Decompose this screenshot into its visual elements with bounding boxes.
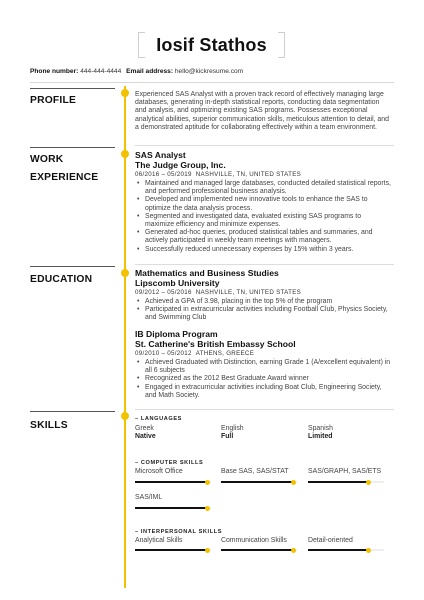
education-location: ATHENS, GREECE (195, 350, 255, 357)
list-item: • Maintained and managed large databases, conducted detailed statistical reports, and performed professional business analysis. (135, 180, 392, 196)
skills-heading-rule (30, 411, 115, 412)
education-meta (135, 350, 392, 358)
languages-label: – LANGUAGES (135, 416, 183, 422)
skill-level-knob (205, 480, 210, 485)
header-divider (30, 82, 394, 83)
timeline-dot-skills (121, 412, 129, 420)
email-value: hello@kickresume.com (174, 68, 244, 75)
list-item: • Generated ad-hoc queries, produced statistical tables and summaries, and actively participated in weekly team meetings with managers. (135, 229, 392, 245)
list-item: • Segmented and investigated data, evaluated existing SAS programs to maximize efficiency and minimize expenses. (135, 213, 392, 229)
timeline-dot-education (121, 269, 129, 277)
computer-skill-item (135, 494, 211, 502)
skill-level-fill (221, 549, 293, 551)
timeline-dot-profile (121, 89, 129, 97)
skill-level-knob (205, 506, 210, 511)
education-heading-rule (30, 266, 115, 267)
profile-section (135, 91, 392, 132)
computer-skills-label: – COMPUTER SKILLS (135, 460, 204, 466)
phone-value: 444-444-4444 (80, 68, 122, 75)
education-bullets (135, 359, 392, 400)
degree-title: IB Diploma Program (135, 329, 218, 339)
language-name: Spanish (308, 425, 333, 432)
skill-level-fill (135, 481, 207, 483)
work-section (135, 151, 392, 254)
education-dates: 09/2010 – 05/2012 (135, 350, 192, 357)
language-item (135, 425, 211, 441)
language-name: English (221, 425, 244, 432)
computer-skill-item (135, 468, 211, 476)
education-heading: EDUCATION (30, 274, 93, 285)
contact-line (30, 68, 246, 75)
skill-level-fill (135, 549, 207, 551)
job-location: NASHVILLE, TN, UNITED STATES (195, 171, 302, 178)
interpersonal-skill-item (308, 537, 384, 545)
skill-level-knob (366, 480, 371, 485)
skill-level-bar (135, 507, 211, 509)
language-item (221, 425, 297, 441)
skill-name: Base SAS, SAS/STAT (221, 468, 289, 475)
list-item: • Participated in extracurricular activities including Football Club, Physics Society, and Swimming Club (135, 306, 392, 322)
work-heading-line2: EXPERIENCE (30, 172, 99, 183)
education-bullets (135, 298, 392, 323)
list-item: • Successfully reduced unnecessary expenses by 15% within 3 years. (135, 246, 392, 254)
skill-name: SAS/GRAPH, SAS/ETS (308, 468, 382, 475)
language-level: Limited (308, 433, 333, 440)
list-item: • Recognized as the 2012 Best Graduate Award winner (135, 375, 392, 383)
timeline-line (124, 86, 126, 588)
education-entry-2 (135, 330, 392, 400)
skill-name: Analytical Skills (135, 537, 183, 544)
skills-divider (135, 409, 394, 410)
list-item: • Developed and implemented new innovative tools to enhance the SAS to optimize the data analysis process. (135, 196, 392, 212)
skill-level-bar (221, 481, 297, 483)
skill-level-knob (205, 548, 210, 553)
work-divider (135, 145, 394, 146)
skill-level-bar (135, 549, 211, 551)
interpersonal-skill-item (135, 537, 211, 545)
skill-level-knob (291, 548, 296, 553)
skill-name: Communication Skills (221, 537, 287, 544)
skill-level-fill (135, 507, 207, 509)
education-dates: 09/2012 – 05/2016 (135, 289, 192, 296)
skill-level-fill (221, 481, 293, 483)
skills-heading: SKILLS (30, 420, 68, 431)
profile-heading-rule (30, 88, 115, 89)
skill-level-bar (221, 549, 297, 551)
language-level: Full (221, 433, 234, 440)
computer-skill-item (221, 468, 297, 476)
school-name: Lipscomb University (135, 277, 220, 288)
education-divider (135, 264, 394, 265)
profile-heading: PROFILE (30, 95, 77, 106)
list-item: • Achieved Graduated with Distinction, earning Grade 1 (A/excellent equivalent) in all 6 subjects (135, 359, 392, 375)
job-meta (135, 171, 392, 179)
work-heading-line1: WORK (30, 154, 64, 165)
skill-name: Microsoft Office (135, 468, 183, 475)
list-item: • Engaged in extracurricular activities including Boat Club, Engineering Society, and Math Society. (135, 384, 392, 400)
timeline-dot-work (121, 150, 129, 158)
name-box (138, 30, 285, 60)
profile-summary: Experienced SAS Analyst with a proven track record of effectively managing large databases, generating in-depth statistical reports, conducting data segmentation and analysis, and optimizing existing SAS programs. Possesses exceptional analytical abilities, superior communication skills, meticulous attention to detail, and a demonstrated aptitude for collaborating effectively within a team environment. (135, 91, 389, 131)
education-meta (135, 289, 392, 297)
school-name: St. Catherine's British Embassy School (135, 338, 296, 349)
skill-level-fill (308, 549, 369, 551)
list-item: • Achieved a GPA of 3.98, placing in the top 5% of the program (135, 298, 392, 306)
education-location: NASHVILLE, TN, UNITED STATES (195, 289, 302, 296)
skill-level-bar (135, 481, 211, 483)
skill-name: SAS/IML (135, 494, 163, 501)
skill-level-bar (308, 481, 384, 483)
skill-name: Detail-oriented (308, 537, 353, 544)
interpersonal-skill-item (221, 537, 297, 545)
computer-skill-item (308, 468, 384, 476)
work-heading-rule (30, 147, 115, 148)
education-entry-1 (135, 269, 392, 323)
email-label: Email address: (126, 68, 174, 75)
language-name: Greek (135, 425, 154, 432)
job-company: The Judge Group, Inc. (135, 159, 226, 170)
skill-level-bar (308, 549, 384, 551)
phone-label: Phone number: (30, 68, 79, 75)
skill-level-fill (308, 481, 369, 483)
job-title: SAS Analyst (135, 150, 186, 160)
language-item (308, 425, 384, 441)
language-level: Native (135, 433, 156, 440)
degree-title: Mathematics and Business Studies (135, 268, 279, 278)
skill-level-knob (291, 480, 296, 485)
skill-level-knob (366, 548, 371, 553)
job-dates: 06/2016 – 05/2019 (135, 171, 192, 178)
interpersonal-skills-label: – INTERPERSONAL SKILLS (135, 529, 223, 535)
job-bullets (135, 180, 392, 254)
candidate-name: Iosif Stathos (156, 35, 267, 55)
